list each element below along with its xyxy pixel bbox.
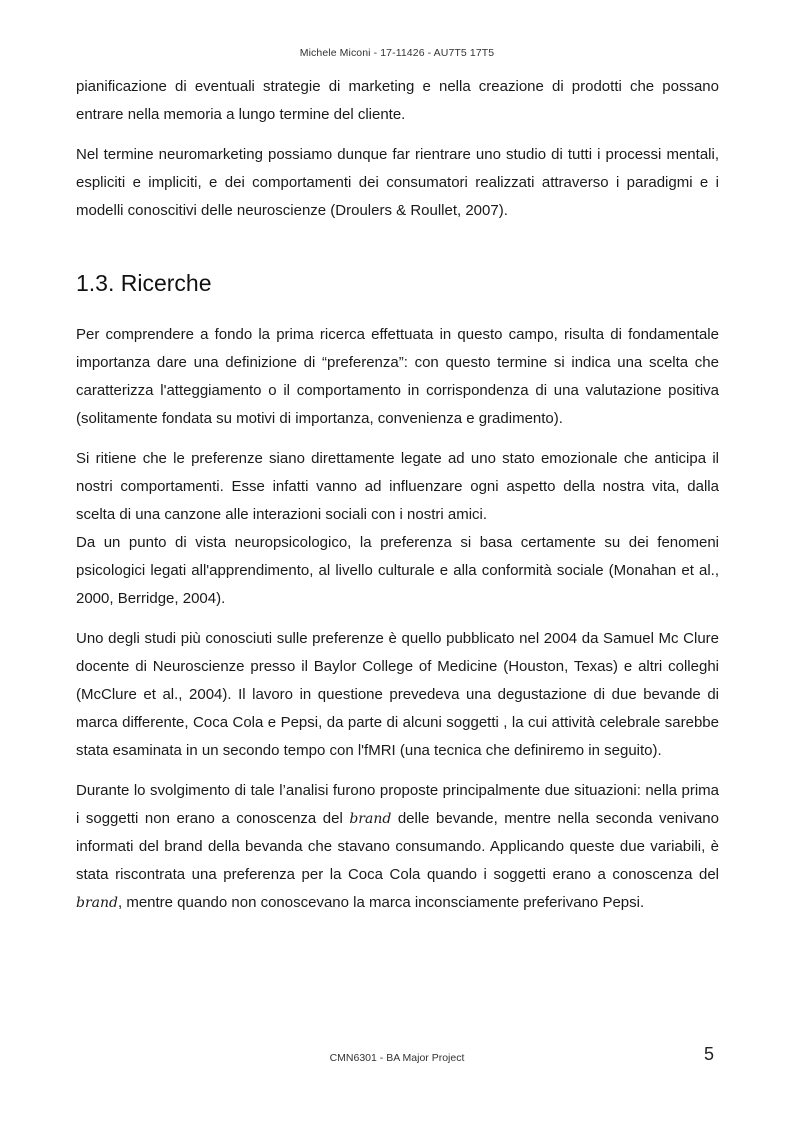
paragraph-emozioni: Si ritiene che le preferenze siano direttamente legate ad uno stato emozionale che anticipa il nostri comportamenti. Esse infatti vanno ad influenzare ogni aspetto della nostra vita, dalla scelta di una canzone alle interazioni sociali con i nostri amici. (76, 450, 719, 523)
section-heading: 1.3. Ricerche (76, 270, 212, 296)
paragraph-risultati (76, 777, 719, 917)
text-run: delle bevande, mentre nella seconda venivano informati del brand della bevanda che stavano consumando. Applicando queste due variabili, è stata riscontrata una preferenza per la Coca Cola quando i soggetti erano a conoscenza del (76, 810, 719, 883)
paragraph-preferenza: Per comprendere a fondo la prima ricerca effettuata in questo campo, risulta di fondamentale importanza dare una definizione di “preferenza”: con questo termine si indica una scelta che caratterizza l'atteggiamento o il comportamento in corrispondenza di una valutazione positiva (solitamente fondata su motivi di importanza, convenienza e gradimento). (76, 326, 719, 427)
brand-emphasis: brand (76, 895, 118, 911)
text-run: , mentre quando non conoscevano la marca inconsciamente preferivano Pepsi. (117, 894, 645, 911)
paragraph-neuromarketing: Nel termine neuromarketing possiamo dunque far rientrare uno studio di tutti i processi mentali, espliciti e impliciti, e dei comportamenti dei consumatori realizzati attraverso i paradigmi e i modelli conoscitivi delle neuroscienze (Droulers & Roullet, 2007). (76, 146, 719, 219)
page-number: 5 (704, 1044, 715, 1064)
page-header: Michele Miconi - 17-11426 - AU7T5 17T5 (299, 47, 495, 59)
brand-emphasis: brand (349, 811, 392, 827)
text-run: Durante lo svolgimento di tale l’analisi furono proposte principalmente due situazioni: nella prima i soggetti non erano a conoscenza del (76, 782, 719, 827)
paragraph-neuropsicologia: Da un punto di vista neuropsicologico, la preferenza si basa certamente su dei fenomeni psicologici legati all'apprendimento, al livello culturale e alla conformità sociale (Monahan et al., 2000, Berridge, 2004). (76, 534, 719, 607)
paragraph-mcclure-study: Uno degli studi più conosciuti sulle preferenze è quello pubblicato nel 2004 da Samuel Mc Clure docente di Neuroscienze presso il Baylor College of Medicine (Houston, Texas) e altri colleghi (McClure et al., 2004). Il lavoro in questione prevedeva una degustazione di due bevande di marca differente, Coca Cola e Pepsi, da parte di alcuni soggetti , la cui attività celebrale sarebbe stata esaminata in un secondo tempo con l'fMRI (una tecnica che definiremo in seguito). (76, 630, 719, 759)
paragraph-intro-continued: pianificazione di eventuali strategie di marketing e nella creazione di prodotti che possano entrare nella memoria a lungo termine del cliente. (76, 78, 719, 123)
document-body (76, 73, 719, 929)
page-footer: CMN6301 - BA Major Project (329, 1052, 465, 1064)
